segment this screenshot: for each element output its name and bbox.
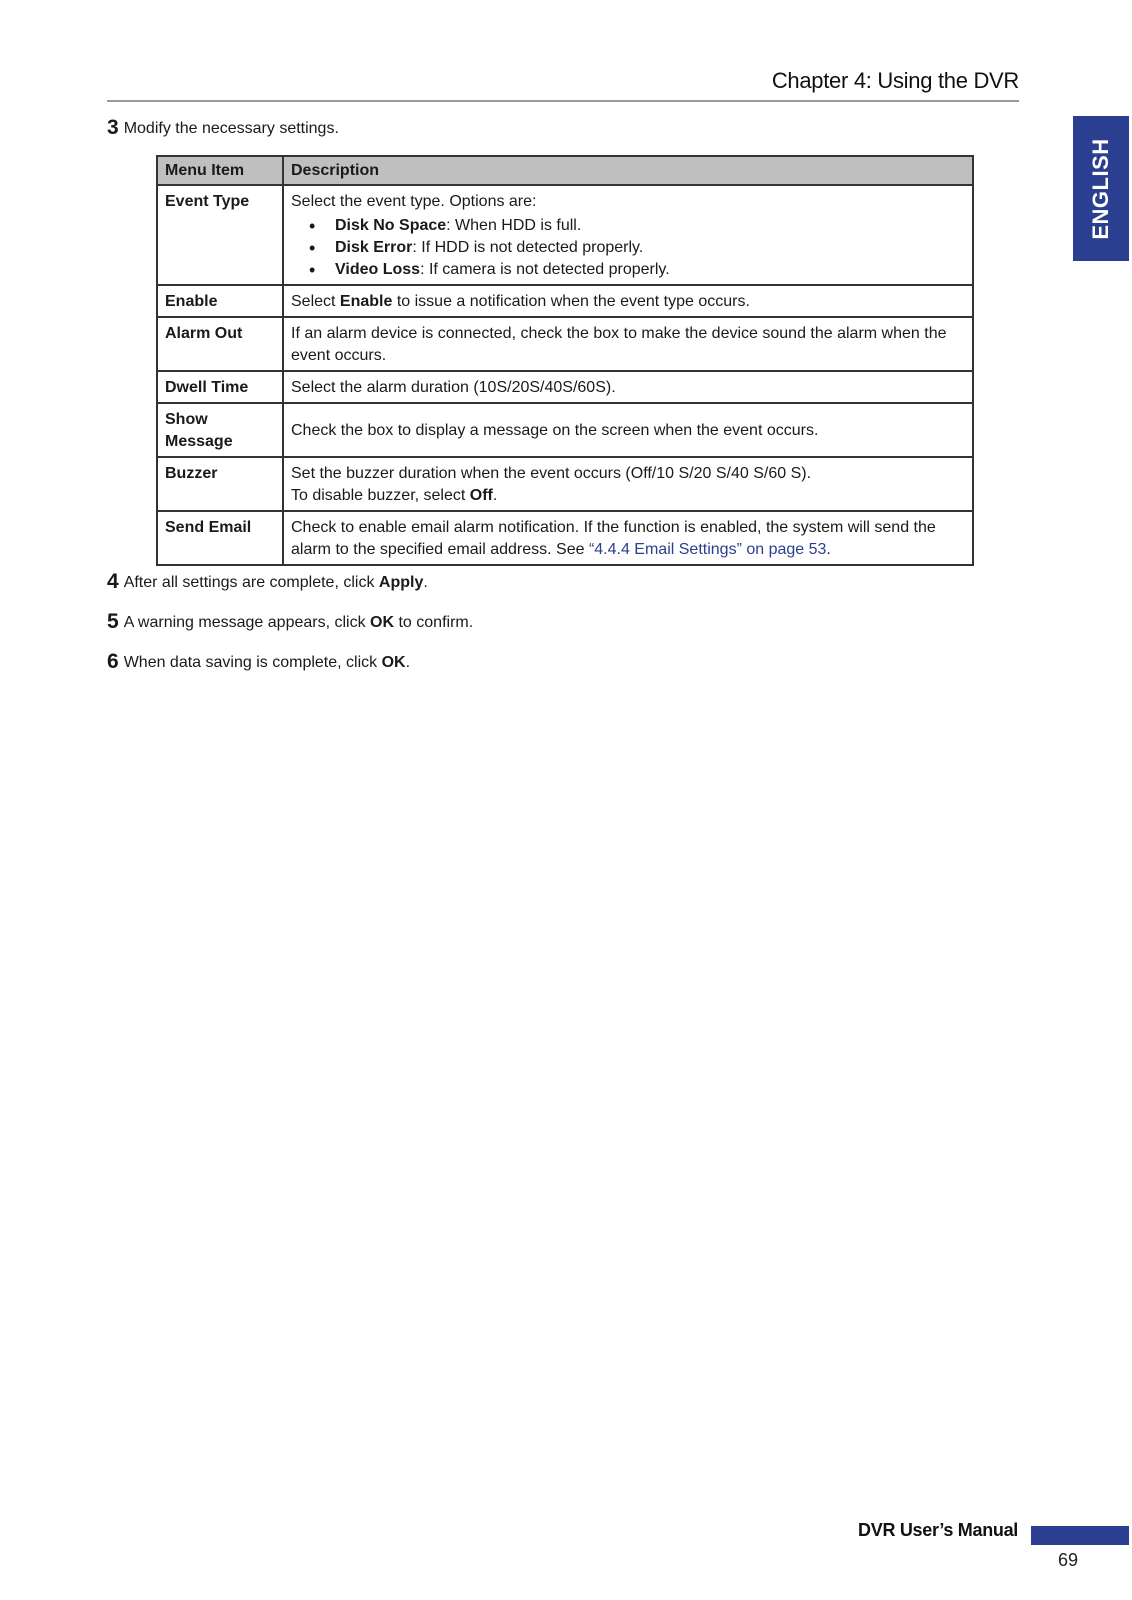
description-line — [291, 485, 965, 507]
description-bold: Enable — [339, 293, 393, 310]
menu-item-line: Show — [165, 411, 208, 428]
description-text: . — [492, 487, 498, 504]
step-bold: OK — [370, 614, 395, 631]
step-text: After all settings are complete, click — [123, 574, 379, 591]
options-list — [291, 215, 965, 281]
description-text: To disable buzzer, select — [291, 487, 470, 504]
table-row-alarm-out — [157, 317, 973, 371]
step-text: A warning message appears, click — [123, 614, 371, 631]
column-header-menu-item: Menu Item — [157, 156, 283, 185]
table-row-dwell-time — [157, 371, 973, 403]
description-text: Set the buzzer duration when the event occurs (Off/10 S/20 S/40 S/60 S). — [291, 465, 812, 482]
step-bold: OK — [381, 654, 406, 671]
option-text: : When HDD is full. — [446, 217, 582, 234]
description: Select the alarm duration (10S/20S/40S/60S). — [283, 371, 973, 403]
step-6 — [107, 650, 410, 674]
language-tab-label: ENGLISH — [1088, 137, 1113, 240]
description: If an alarm device is connected, check the box to make the device sound the alarm when the event occurs. — [283, 317, 973, 371]
option-text: : If HDD is not detected properly. — [412, 239, 644, 256]
list-item — [309, 237, 965, 259]
step-text: to confirm. — [394, 614, 474, 631]
description-text: Select — [291, 293, 340, 310]
menu-item: Send Email — [157, 511, 283, 565]
table-row-buzzer — [157, 457, 973, 511]
option-label: Video Loss — [335, 261, 421, 278]
description-bold: Off — [469, 487, 493, 504]
settings-table — [156, 155, 974, 566]
description-text: Select the event type. Options are: — [291, 193, 537, 210]
step-3 — [107, 116, 339, 140]
chapter-header: Chapter 4: Using the DVR — [107, 68, 1019, 102]
menu-item — [157, 403, 283, 457]
step-text: . — [423, 574, 428, 591]
step-number: 5 — [107, 610, 119, 633]
menu-item: Dwell Time — [157, 371, 283, 403]
menu-item: Alarm Out — [157, 317, 283, 371]
step-4 — [107, 570, 428, 594]
step-number: 6 — [107, 650, 119, 673]
menu-item: Buzzer — [157, 457, 283, 511]
list-item — [309, 259, 965, 281]
menu-item-line: Message — [165, 433, 233, 450]
step-text: When data saving is complete, click — [123, 654, 382, 671]
step-text: . — [405, 654, 411, 671]
table-row-send-email — [157, 511, 973, 565]
description: Check the box to display a message on the screen when the event occurs. — [283, 403, 973, 457]
language-tab — [1073, 116, 1129, 261]
description — [283, 511, 973, 565]
table-row-enable — [157, 285, 973, 317]
footer-bar — [1031, 1526, 1129, 1545]
step-5 — [107, 610, 473, 634]
menu-item: Event Type — [157, 185, 283, 285]
email-settings-link[interactable]: “4.4.4 Email Settings” on page 53 — [588, 541, 827, 558]
description-text: to issue a notification when the event type occurs. — [392, 293, 750, 310]
option-text: : If camera is not detected properly. — [420, 261, 670, 278]
description — [283, 457, 973, 511]
option-label: Disk No Space — [335, 217, 447, 234]
step-text: Modify the necessary settings. — [123, 120, 339, 137]
menu-item: Enable — [157, 285, 283, 317]
page-number: 69 — [1058, 1550, 1079, 1570]
description-text: Check to enable email alarm notification. If the function is enabled, the system will send the alarm to the specified email address. See — [291, 519, 936, 558]
description — [283, 285, 973, 317]
step-number: 3 — [107, 116, 119, 139]
footer-title: DVR User’s Manual — [858, 1520, 1018, 1540]
description — [283, 185, 973, 285]
list-item — [309, 215, 965, 237]
column-header-description: Description — [283, 156, 973, 185]
table-header-row — [157, 156, 973, 185]
description-text: . — [826, 541, 831, 558]
step-number: 4 — [107, 570, 119, 593]
option-label: Disk Error — [335, 239, 413, 256]
table-row-event-type — [157, 185, 973, 285]
step-bold: Apply — [378, 574, 424, 591]
table-row-show-message — [157, 403, 973, 457]
